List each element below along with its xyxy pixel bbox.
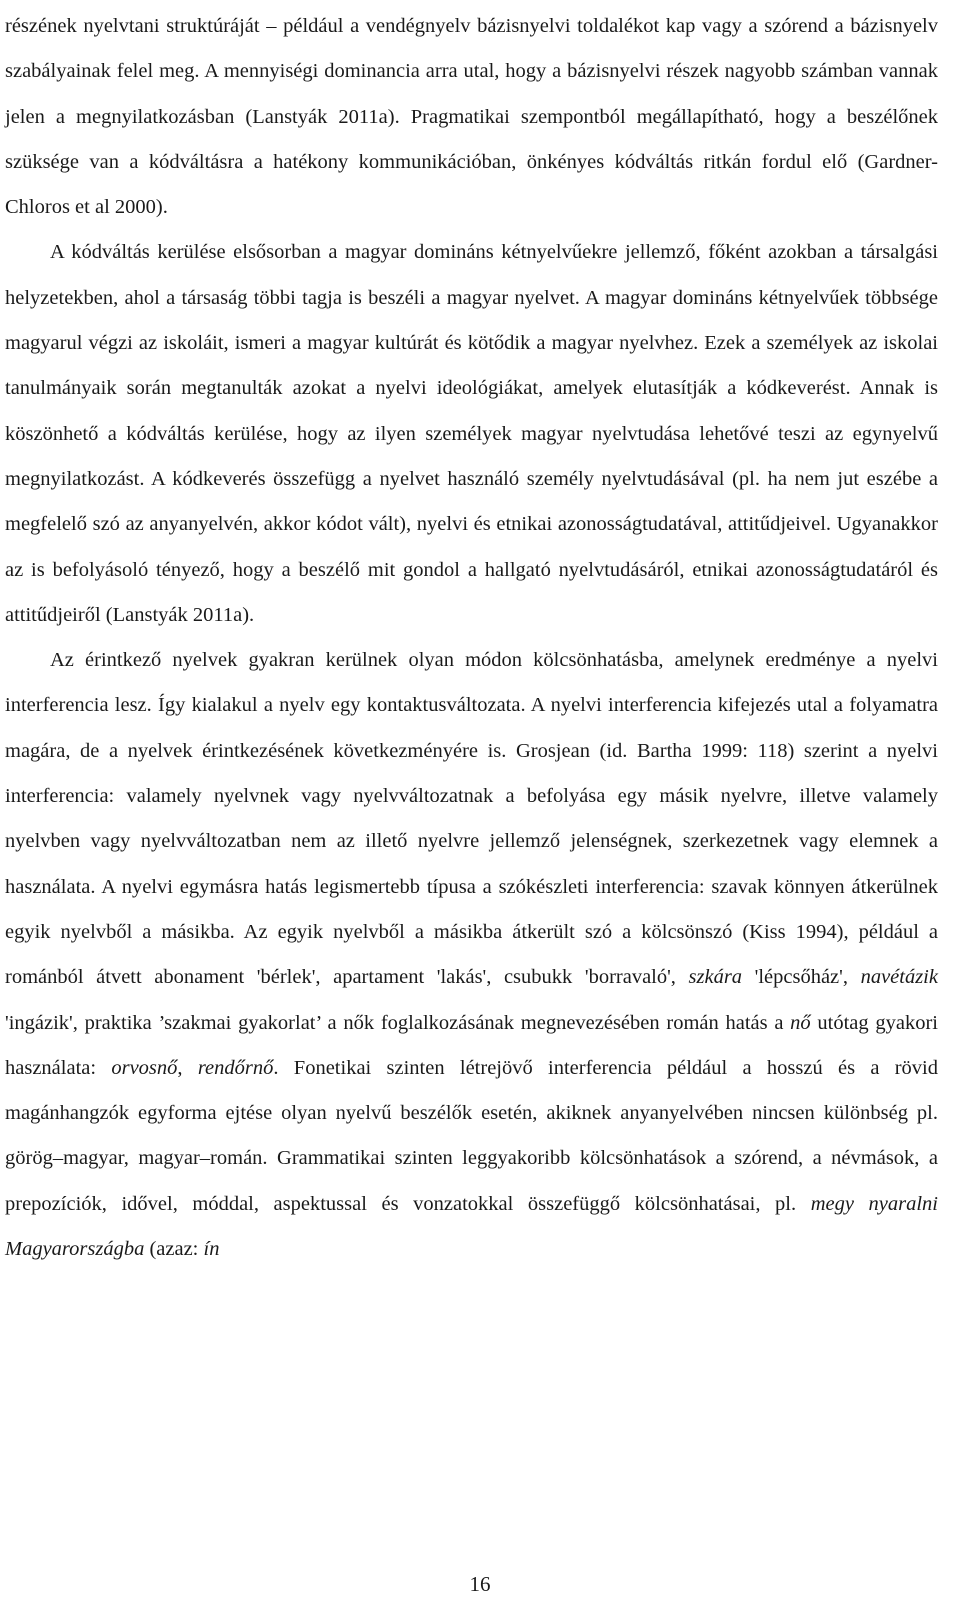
text-run: részének nyelvtani struktúráját – például a vendégnyelv bázisnyelvi toldalékot kap vagy a szórend a bázisnyelv szabályainak felel meg. A mennyiségi dominancia arra utal, hogy a bázisnyelvi részek nagyobb számban vannak jelen a megnyilatkozásban (Lanstyák 2011a). Pragmatikai szempontból megállapítható, hogy a beszélőnek szüksége van a kódváltásra a hatékony kommunikációban, önkényes kódváltás ritkán fordul elő (Gardner-Chloros et al 2000).: [5, 15, 938, 219]
text-run: A kódváltás kerülése elsősorban a magyar domináns kétnyelvűekre jellemző, főként azokban a társalgási helyzetekben, ahol a társaság többi tagja is beszéli a magyar nyelvet. A magyar domináns kétnyelvűek többsége magyarul végzi az iskoláit, ismeri a magyar kultúrát és kötődik a magyar nyelvhez. Ezek a személyek az iskolai tanulmányaik során megtanulták azokat a nyelvi ideológiákat, amelyek elutasítják a kódkeverést. Annak is köszönhető a kódváltás kerülése, hogy az ilyen személyek magyar nyelvtudása lehetővé teszi az egynyelvű megnyilatkozást. A kódkeverés összefügg a nyelvet használó személy nyelvtudásával (pl. ha nem jut eszébe a megfelelő szó az anyanyelvén, akkor kódot vált), nyelvi és etnikai azonosságtudatával, attitűdjeivel. Ugyanakkor az is befolyásoló tényező, hogy a beszélő mit gondol a hallgató nyelvtudásáról, etnikai azonosságtudatáról és attitűdjeiről (Lanstyák 2011a).: [5, 241, 938, 626]
italic-text: ín: [203, 1238, 220, 1261]
text-run: Az érintkező nyelvek gyakran kerülnek olyan módon kölcsönhatásba, amelynek eredménye a nyelvi interferencia lesz. Így kialakul a nyelv egy kontaktusváltozata. A nyelvi interferencia kifejezés utal a folyamatra magára, de a nyelvek érintkezésének következményére is. Grosjean (id. Bartha 1999: 118) szerint a nyelvi interferencia: valamely nyelvnek vagy nyelvváltozatnak a befolyása egy másik nyelvre, illetve valamely nyelvben vagy nyelvváltozatban nem az illető nyelvre jellemző jelenségnek, szerkezetnek vagy elemnek a használata. A nyelvi egymásra hatás legismertebb típusa a szókészleti interferencia: szavak könnyen átkerülnek egyik nyelvből a másikba. Az egyik nyelvből a másikba átkerült szó a kölcsönszó (Kiss 1994), például a románból átvett abonament 'bérlek', apartament 'lakás', csubukk 'borravaló',: [5, 649, 938, 989]
text-run: . Fonetikai szinten létrejövő interferencia például a hosszú és a rövid magánhangzók egyforma ejtése olyan nyelvű beszélők esetén, akiknek anyanyelvében nincsen különbség pl. görög–magyar, magyar–román. Grammatikai szinten leggyakoribb kölcsönhatások a szórend, a névmások, a prepozíciók, idővel, móddal, aspektussal és vonzatokkal összefüggő kölcsönhatásai, pl.: [5, 1056, 939, 1215]
paragraph-3: [5, 638, 938, 1272]
paragraph-2: [5, 230, 938, 638]
italic-text: nő: [790, 1011, 811, 1034]
italic-text: rendőrnő: [197, 1056, 274, 1079]
italic-text: megy nyaralni Magyarországba: [5, 1192, 938, 1261]
italic-text: navétázik: [860, 966, 938, 989]
page-number: 16: [469, 1572, 491, 1596]
text-run: ,: [177, 1056, 198, 1079]
text-run: 'lépcsőház',: [742, 966, 861, 989]
paragraph-1: [5, 4, 938, 230]
text-run: (azaz:: [144, 1238, 204, 1261]
body-text: [5, 4, 938, 1272]
text-run: 'ingázik', praktika ’szakmai gyakorlat’ a nők foglalkozásának megnevezésében román hatás a: [5, 1011, 791, 1034]
italic-text: szkára: [688, 966, 743, 989]
text-run: utótag gyakori használata:: [5, 1011, 938, 1079]
italic-text: orvosnő: [111, 1056, 178, 1079]
